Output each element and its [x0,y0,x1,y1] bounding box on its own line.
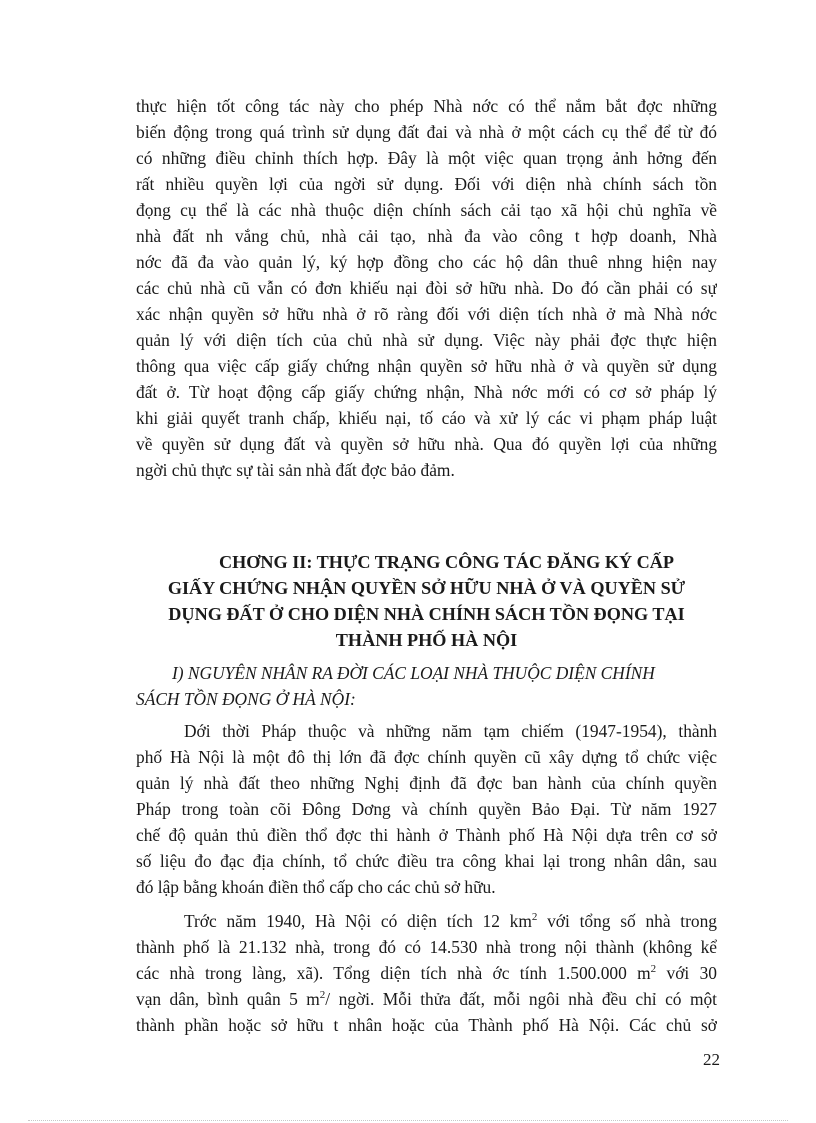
superscript: 2 [650,963,657,976]
text-line: về quyền sử dụng đất và quyền sở hữu nhà. Qua đó quyền lợi của những [136,434,717,454]
text-line: thực hiện tốt công tác này cho phép Nhà nớc có thể nắm bắt đợc những [136,96,717,116]
text-line: nhà đất nh vắng chủ, nhà cải tạo, nhà đa vào công t hợp doanh, Nhà [136,226,717,246]
text-line: quản lý nhà đất theo những Nghị định đã đợc ban hành của chính quyền [136,773,717,793]
text-line: Dới thời Pháp thuộc và những năm tạm chiếm (1947-1954), thành [184,721,717,741]
superscript: 2 [319,989,326,1002]
text-line [136,986,717,1012]
text-line: biến động trong quá trình sử dụng đất đai và nhà ở một cách cụ thể để từ đó [136,122,717,142]
text-segment: với tổng số nhà trong [537,911,717,931]
text-line: các chủ nhà cũ vẫn có đơn khiếu nại đòi sở hữu nhà. Do đó cần phải có sự [136,278,717,298]
text-line: rất nhiều quyền lợi của ngời sử dụng. Đối với diện nhà chính sách tồn [136,174,717,194]
text-line [136,960,717,986]
section-heading-line: I) NGUYÊN NHÂN RA ĐỜI CÁC LOẠI NHÀ THUỘC DIỆN CHÍNH [172,663,655,683]
text-line: thông qua việc cấp giấy chứng nhận quyền sở hữu nhà ở và quyền sử dụng [136,356,717,376]
section-heading-line: SÁCH TỒN ĐỌNG Ở HÀ NỘI: [136,689,356,709]
text-line: có những điều chỉnh thích hợp. Đây là một việc quan trọng ảnh hởng đến [136,148,717,168]
text-segment: Trớc năm 1940, Hà Nội có diện tích 12 km [184,911,532,931]
text-line: khi giải quyết tranh chấp, khiếu nại, tố cáo và xử lý các vi phạm pháp luật [136,408,717,428]
superscript: 2 [531,911,538,924]
text-line: chế độ quản thủ điền thổ đợc thi hành ở Thành phố Hà Nội dựa trên cơ sở [136,825,717,845]
text-line: thành phố là 21.132 nhà, trong đó có 14.530 nhà trong nội thành (không kể [136,937,717,957]
text-line: phố Hà Nội là một đô thị lớn đã đợc chính quyền cũ xây dựng tổ chức việc [136,747,717,767]
page-bottom-divider [28,1120,788,1121]
text-line: đất ở. Từ hoạt động cấp giấy chứng nhận, Nhà nớc mới có cơ sở pháp lý [136,382,717,402]
text-line: số liệu đo đạc địa chính, tổ chức điều tra công khai lại trong nhân dân, sau [136,851,717,871]
text-line: quản lý với diện tích của chủ nhà sử dụng. Việc này phải đợc thực hiện [136,330,717,350]
text-line: Pháp trong toàn cõi Đông Dơng và chính quyền Bảo Đại. Từ năm 1927 [136,799,717,819]
text-line [184,908,717,934]
chapter-heading-line: DỤNG ĐẤT Ở CHO DIỆN NHÀ CHÍNH SÁCH TỒN ĐỌNG TẠI [168,604,685,624]
chapter-heading-line: THÀNH PHỐ HÀ NỘI [335,630,518,650]
text-line: ngời chủ thực sự tài sản nhà đất đợc bảo đảm. [136,460,455,480]
text-line: xác nhận quyền sở hữu nhà ở rõ ràng đối với diện tích nhà ở mà Nhà nớc [136,304,717,324]
text-line: đó lập bằng khoán điền thổ cấp cho các chủ sở hữu. [136,877,496,897]
chapter-heading-line: CHƠNG II: THỰC TRẠNG CÔNG TÁC ĐĂNG KÝ CẤP [218,552,675,572]
text-segment: các nhà trong làng, xã). Tổng diện tích nhà ớc tính 1.500.000 m [136,963,651,983]
text-segment: vạn dân, bình quân 5 m [136,989,320,1009]
page-number: 22 [703,1050,720,1069]
text-line: thành phần hoặc sở hữu t nhân hoặc của Thành phố Hà Nội. Các chủ sở [136,1015,717,1035]
text-segment: với 30 [656,963,717,983]
text-segment: / ngời. Mỗi thửa đất, mỗi ngôi nhà đều chỉ có một [325,989,717,1009]
chapter-heading-line: GIẤY CHỨNG NHẬN QUYỀN SỞ HỮU NHÀ Ở VÀ QUYỀN SỬ [167,578,686,598]
text-line: nớc đã đa vào quản lý, ký hợp đồng cho các hộ dân thuê nhng hiện nay [136,252,717,272]
text-line: đọng cụ thể là các nhà thuộc diện chính sách cải tạo xã hội chủ nghĩa về [136,200,717,220]
